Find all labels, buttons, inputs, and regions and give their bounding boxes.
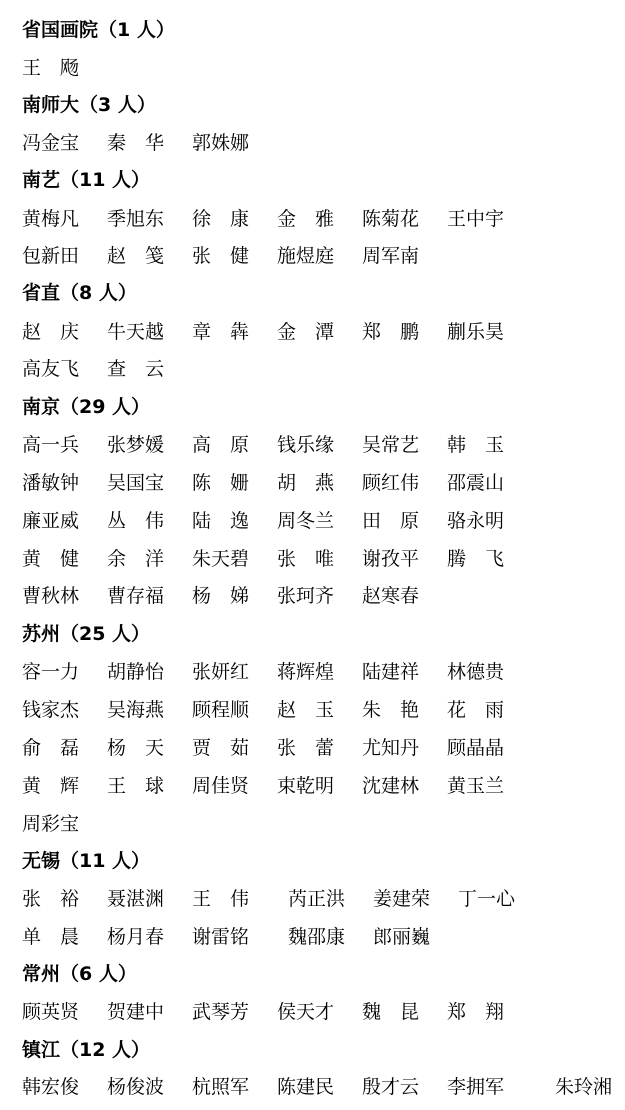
section-heading: 省直（8 人） bbox=[22, 282, 137, 304]
person-name: 杨 娣 bbox=[192, 585, 250, 607]
person-name: 蒯乐昊 bbox=[447, 321, 505, 343]
person-name: 杨俊波 bbox=[107, 1076, 165, 1098]
person-name: 吴国宝 bbox=[107, 472, 165, 494]
person-name: 余 洋 bbox=[107, 548, 165, 570]
person-name: 杨 天 bbox=[107, 737, 165, 759]
person-name: 廉亚威 bbox=[22, 510, 80, 532]
person-name: 陈建民 bbox=[277, 1076, 335, 1098]
person-name: 黄梅凡 bbox=[22, 208, 80, 230]
person-name: 谢雷铭 bbox=[192, 926, 250, 948]
person-name: 杭照军 bbox=[192, 1076, 250, 1098]
person-name: 尤知丹 bbox=[362, 737, 420, 759]
person-name: 花 雨 bbox=[447, 699, 505, 721]
person-name: 包新田 bbox=[22, 245, 80, 267]
person-name: 施煜庭 bbox=[277, 245, 335, 267]
person-name: 腾 飞 bbox=[447, 548, 505, 570]
person-name: 曹存福 bbox=[107, 585, 165, 607]
person-name: 杨月春 bbox=[107, 926, 165, 948]
person-name: 顾红伟 bbox=[362, 472, 420, 494]
person-name: 赵 玉 bbox=[277, 699, 335, 721]
section-heading: 南京（29 人） bbox=[22, 396, 151, 418]
person-name: 章 犇 bbox=[192, 321, 250, 343]
person-name: 王 球 bbox=[107, 775, 165, 797]
person-name: 林德贵 bbox=[447, 661, 505, 683]
section-heading: 镇江（12 人） bbox=[22, 1039, 151, 1061]
person-name: 魏邵康 bbox=[288, 926, 346, 948]
person-name: 顾晶晶 bbox=[447, 737, 505, 759]
person-name: 姜建荣 bbox=[373, 888, 431, 910]
person-name: 陆 逸 bbox=[192, 510, 250, 532]
person-name: 高友飞 bbox=[22, 358, 80, 380]
person-name: 贺建中 bbox=[107, 1001, 165, 1023]
section-heading: 南艺（11 人） bbox=[22, 169, 151, 191]
section-heading: 南师大（3 人） bbox=[22, 94, 156, 116]
person-name: 牛天越 bbox=[107, 321, 165, 343]
person-name: 张珂齐 bbox=[277, 585, 335, 607]
person-name: 魏 昆 bbox=[362, 1001, 420, 1023]
person-name: 束乾明 bbox=[277, 775, 335, 797]
person-name: 曹秋林 bbox=[22, 585, 80, 607]
person-name: 周冬兰 bbox=[277, 510, 335, 532]
person-name: 武琴芳 bbox=[192, 1001, 250, 1023]
person-name: 顾英贤 bbox=[22, 1001, 80, 1023]
person-name: 张梦媛 bbox=[107, 434, 165, 456]
person-name: 胡 燕 bbox=[277, 472, 335, 494]
person-name: 赵 庆 bbox=[22, 321, 80, 343]
person-name: 钱家杰 bbox=[22, 699, 80, 721]
person-name: 王 伟 bbox=[192, 888, 250, 910]
person-name: 金 雅 bbox=[277, 208, 335, 230]
person-name: 沈建林 bbox=[362, 775, 420, 797]
person-name: 黄 辉 bbox=[22, 775, 80, 797]
person-name: 张 裕 bbox=[22, 888, 80, 910]
person-name: 高一兵 bbox=[22, 434, 80, 456]
section-heading: 省国画院（1 人） bbox=[22, 19, 175, 41]
person-name: 俞 磊 bbox=[22, 737, 80, 759]
section-heading: 苏州（25 人） bbox=[22, 623, 151, 645]
person-name: 韩 玉 bbox=[447, 434, 505, 456]
person-name: 查 云 bbox=[107, 358, 165, 380]
person-name: 单 晨 bbox=[22, 926, 80, 948]
section-heading: 常州（6 人） bbox=[22, 963, 137, 985]
person-name: 冯金宝 bbox=[22, 132, 80, 154]
person-name: 朱天碧 bbox=[192, 548, 250, 570]
person-name: 季旭东 bbox=[107, 208, 165, 230]
person-name: 丁一心 bbox=[458, 888, 516, 910]
person-name: 秦 华 bbox=[107, 132, 165, 154]
person-name: 朱 艳 bbox=[362, 699, 420, 721]
person-name: 周彩宝 bbox=[22, 813, 80, 835]
person-name: 容一力 bbox=[22, 661, 80, 683]
person-name: 邵震山 bbox=[447, 472, 505, 494]
person-name: 陈菊花 bbox=[362, 208, 420, 230]
person-name: 蒋辉煌 bbox=[277, 661, 335, 683]
person-name: 骆永明 bbox=[447, 510, 505, 532]
person-name: 赵寒春 bbox=[362, 585, 420, 607]
person-name: 潘敏钟 bbox=[22, 472, 80, 494]
person-name: 胡静怡 bbox=[107, 661, 165, 683]
person-name: 聂湛渊 bbox=[107, 888, 165, 910]
person-name: 周军南 bbox=[362, 245, 420, 267]
person-name: 侯天才 bbox=[277, 1001, 335, 1023]
person-name: 王中宇 bbox=[447, 208, 505, 230]
person-name: 徐 康 bbox=[192, 208, 250, 230]
person-name: 金 潭 bbox=[277, 321, 335, 343]
person-name: 韩宏俊 bbox=[22, 1076, 80, 1098]
person-name: 吴海燕 bbox=[107, 699, 165, 721]
section-heading: 无锡（11 人） bbox=[22, 850, 151, 872]
person-name: 郑 鹏 bbox=[362, 321, 420, 343]
person-name: 李拥军 bbox=[447, 1076, 505, 1098]
person-name: 张 健 bbox=[192, 245, 250, 267]
person-name: 黄 健 bbox=[22, 548, 80, 570]
person-name: 殷才云 bbox=[362, 1076, 420, 1098]
person-name: 黄玉兰 bbox=[447, 775, 505, 797]
person-name: 郑 翔 bbox=[447, 1001, 505, 1023]
person-name: 王 飏 bbox=[22, 57, 80, 79]
person-name: 贾 茹 bbox=[192, 737, 250, 759]
person-name: 谢孜平 bbox=[362, 548, 420, 570]
person-name: 朱玲湘 bbox=[555, 1076, 613, 1098]
person-name: 田 原 bbox=[362, 510, 420, 532]
person-name: 高 原 bbox=[192, 434, 250, 456]
person-name: 郎丽巍 bbox=[373, 926, 431, 948]
person-name: 陈 姗 bbox=[192, 472, 250, 494]
person-name: 张 蕾 bbox=[277, 737, 335, 759]
person-name: 吴常艺 bbox=[362, 434, 420, 456]
person-name: 芮正洪 bbox=[288, 888, 346, 910]
person-name: 张 唯 bbox=[277, 548, 335, 570]
person-name: 丛 伟 bbox=[107, 510, 165, 532]
person-name: 钱乐缘 bbox=[277, 434, 335, 456]
person-name: 郭姝娜 bbox=[192, 132, 250, 154]
person-name: 顾程顺 bbox=[192, 699, 250, 721]
person-name: 赵 笺 bbox=[107, 245, 165, 267]
person-name: 周佳贤 bbox=[192, 775, 250, 797]
person-name: 陆建祥 bbox=[362, 661, 420, 683]
person-name: 张妍红 bbox=[192, 661, 250, 683]
